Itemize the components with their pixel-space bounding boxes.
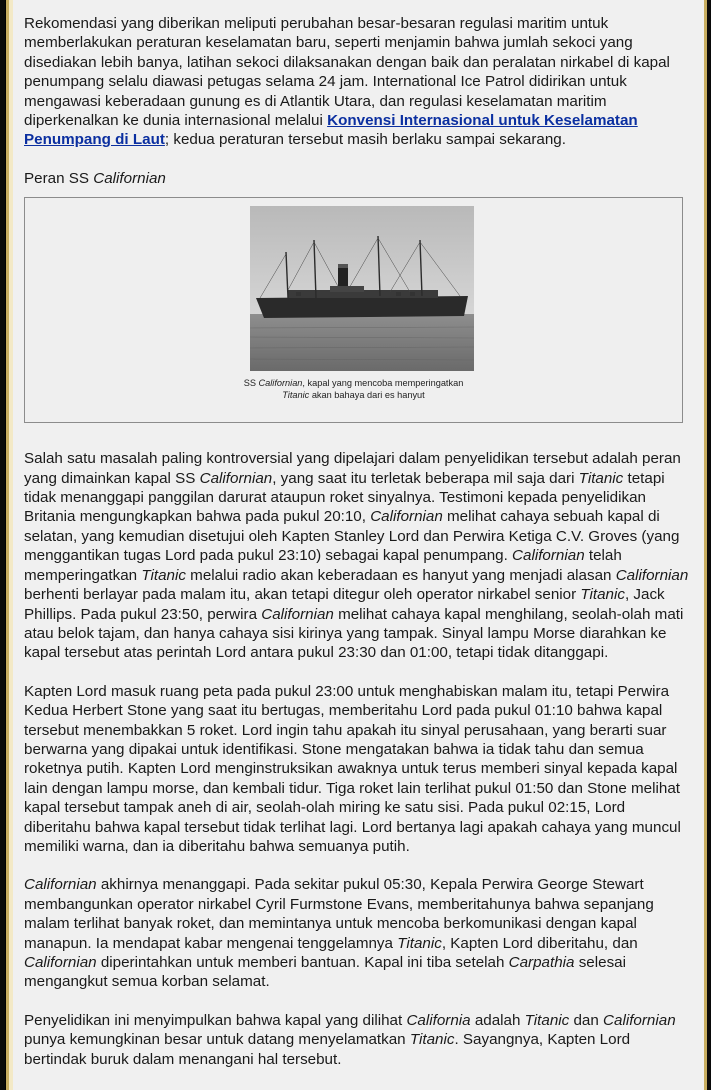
paragraph-2-segment: Californian [199,469,273,487]
paragraph-5-segment: Titanic [409,1031,455,1049]
caption-prefix: SS [243,378,259,389]
paragraph-2-segment: telah memperingatkan [24,547,622,584]
paragraph-4-segment: selesai mengangkut semua korban selamat. [24,954,626,991]
paragraph-conclusion [24,1011,690,1069]
left-border-dark [0,0,5,1090]
paragraph-5-segment: California [406,1011,471,1029]
paragraph-4-segment: diperintahkan untuk memberi bantuan. Kapal ini tiba setelah [96,954,509,971]
caption-ship: Californian [258,378,303,389]
paragraph-2-segment: Titanic [578,469,624,487]
caption-titanic: Titanic [282,389,310,400]
caption-suffix: akan bahaya dari es hanyut [309,389,425,400]
caption-middle: , kapal yang mencoba memperingatkan [302,378,464,389]
paragraph-2-segment: Californian [615,566,689,584]
paragraph-regulations-tail: ; kedua peraturan tersebut masih berlaku sampai sekarang. [164,131,566,149]
paragraph-2-segment: Salah satu masalah paling kontroversial yang dipelajari dalam penyelidikan tersebut adalah peran yang dimainkan kapal SS [24,450,681,487]
paragraph-5-segment: . Sayangnya, Kapten Lord bertindak buruk dalam menangani hal tersebut. [24,1031,631,1068]
safety-of-life-at-sea-link[interactable]: Konvensi Internasional untuk Keselamatan Penumpang di Laut [24,112,638,149]
section-heading-ship: Californian [93,169,166,187]
section-heading [24,169,690,188]
paragraph-response [24,875,690,991]
photo-caption [25,378,682,401]
paragraph-2-segment: tetapi tidak menanggapi panggilan darurat ataupun roket sinyalnya. Testimoni kepada penyelidikan Britania mengungkapkan bahwa pada pukul 20:10, [24,469,665,526]
paragraph-2-segment: Californian [370,508,443,526]
paragraph-2-segment: Californian [512,547,585,565]
section-heading-prefix: Peran SS [24,169,94,187]
paragraph-5-segment: adalah [470,1011,525,1029]
paragraph-4-segment: akhirnya menanggapi. Pada sekitar pukul 05:30, Kepala Perwira George Stewart membangunkan operator nirkabel Cyril Furmstone Evans, memberitahunya bahwa sepanjang malam terlihat banyak roket, dan memintanya untuk mencoba berkomunikasi dengan kapal manapun. Ia mendapat kabar mengenai tenggelamnya [24,876,654,952]
ship-photo-image [250,206,474,371]
paragraph-4-segment: Carpathia [508,954,575,971]
paragraph-regulations-text: Rekomendasi yang diberikan meliputi perubahan besar-besaran regulasi maritim untuk memberlakukan peraturan keselamatan baru, seperti menjamin bahwa jumlah sekoci yang disediakan lebih banya, latihan sekoci dilaksanakan dengan baik dan peralatan nirkabel di kapal penumpang selalu diawasi petugas selama 24 jam. International Ice Patrol didirikan untuk mengawasi keberadaan gunung es di Atlantik Utara, dan regulasi keselamatan maritim diperkenalkan ke dunia internasional melalui [24,15,670,130]
paragraph-5-segment: punya kemungkinan besar untuk datang menyelamatkan [24,1031,410,1049]
paragraph-controversy [24,449,690,662]
paragraph-5-segment: Titanic [524,1011,570,1029]
paragraph-5-segment: Californian [603,1011,676,1029]
paragraph-2-segment: melihat cahaya kapal menghilang, seolah-olah mati atau belok tajam, dan hanya cahaya sisi kirinya yang tampak. Sinyal lampu Morse diarahkan ke kapal tersebut atas perintah Lord antara pukul 23:30 dan 01:00, tetapi tidak ditanggapi. [24,605,684,662]
paragraph-4-segment: Californian [24,876,97,894]
right-border-dark [707,0,711,1090]
article-page [13,0,704,1090]
paragraph-2-segment: Titanic [580,586,625,604]
ship-photo[interactable] [250,206,474,371]
paragraph-2-segment: , Jack Phillips. Pada pukul 23:50, perwira [24,586,665,623]
article-body [13,0,704,1069]
paragraph-4-segment: , Kapten Lord diberitahu, dan [441,934,638,952]
paragraph-2-segment: melalui radio akan keberadaan es hanyut yang menjadi alasan [185,566,616,584]
paragraph-4-segment: Californian [24,954,97,971]
paragraph-captain-lord: Kapten Lord masuk ruang peta pada pukul 23:00 untuk menghabiskan malam itu, tetapi Perwira Kedua Herbert Stone yang saat itu bertugas, memberitahu Lord pada pukul 01:10 bahwa kapal tersebut menembakkan 5 roket. Lord ingin tahu apakah itu sinyal perusahaan, yang berarti suar berwarna yang dipakai untuk identifikasi. Stone mengatakan bahwa ia tidak tahu dan semua roketnya putih. Kapten Lord menginstruksikan awaknya untuk terus memberi sinyal kepada kapal lain dengan lampu morse, dan kembali tidur. Tiga roket lain terlihat pukul 01:50 dan Stone melihat kapal tersebut tampak aneh di air, seolah-olah miring ke satu sisi. Pada pukul 02:15, Lord diberitahu bahwa kapal tersebut tidak terlihat lagi. Lord bertanya lagi apakah cahaya yang muncul memiliki warna, dan ia diberitahu bahwa semuanya putih. [24,682,681,855]
paragraph-4-segment: Titanic [397,934,442,952]
paragraph-2-segment: berhenti berlayar pada malam itu, akan tetapi ditegur oleh operator nirkabel senior [24,586,581,604]
figure-box [24,197,683,423]
paragraph-regulations [24,14,690,150]
paragraph-5-segment: Penyelidikan ini menyimpulkan bahwa kapal yang dilihat [24,1011,407,1029]
paragraph-2-segment: Californian [261,605,334,623]
paragraph-2-segment: , yang saat itu terletak beberapa mil saja dari [272,469,579,487]
paragraph-2-segment: Titanic [141,566,186,584]
paragraph-5-segment: dan [569,1011,604,1029]
paragraph-2-segment: melihat cahaya sebuah kapal di selatan, yang kemudian disetujui oleh Kapten Stanley Lord dan Perwira Ketiga C.V. Groves (yang menggantikan tugas Lord pada pukul 23:10) sebagai kapal penumpang. [24,508,680,565]
